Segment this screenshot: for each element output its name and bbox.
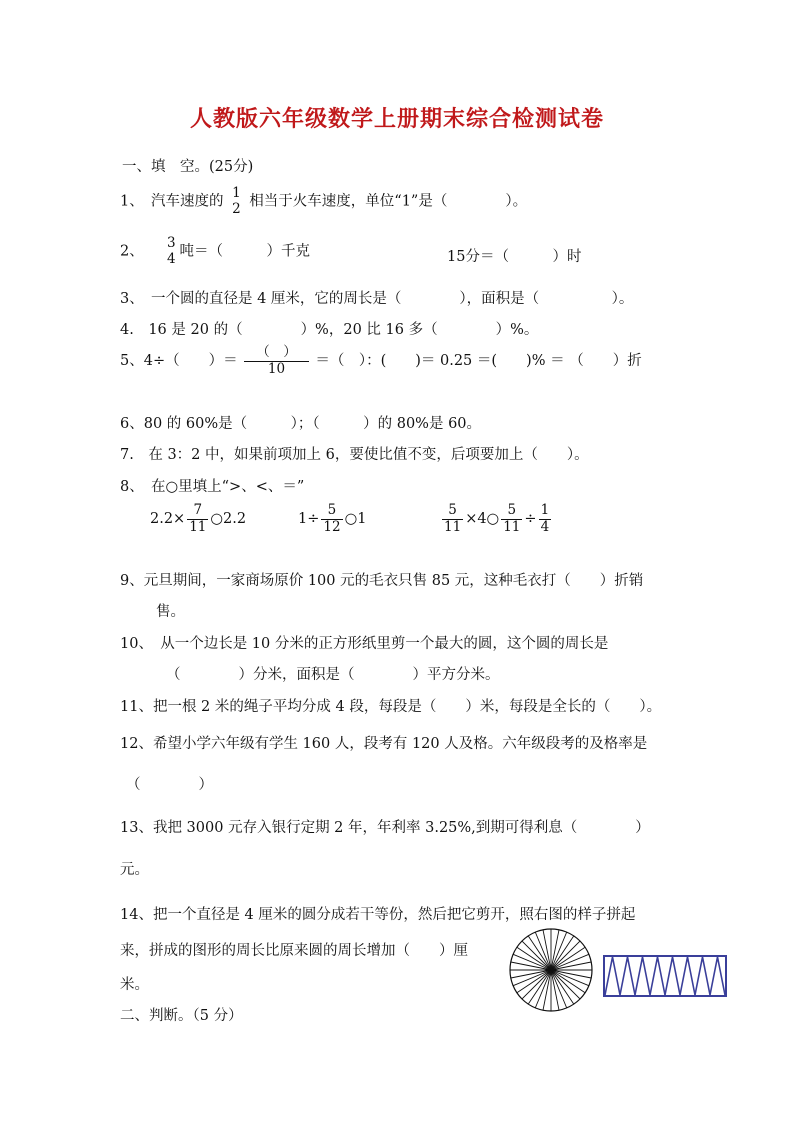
question-2 [120,236,310,267]
circle-sector-line [551,941,580,970]
circle-sector-line [551,970,580,999]
question-14-line-2: 来，拼成的图形的周长比原来圆的周长增加（ ）厘 [120,943,468,959]
question-10-line-1: 10、 从一个边长是 10 分米的正方形纸里剪一个最大的圆，这个圆的周长是 [120,636,609,652]
section1-heading: 一、填 空。(25分) [122,159,254,175]
circle-sector-line [522,970,551,999]
question-13-line-1: 13、我把 3000 元存入银行定期 2 年，年利率 3.25%,到期可得利息（ ） [120,820,650,836]
q8-expression-2: 1÷ $\frac{5}{12}$ ○1 [298,502,367,535]
question-12-line-2: （ ） [126,777,213,793]
q1-pre: 1、 汽车速度的 [120,193,224,210]
question-9-line-1: 9、元旦期间，一家商场原价 100 元的毛衣只售 85 元，这种毛衣打（ ）折销 [120,573,644,589]
question-3: 3、 一个圆的直径是 4 厘米，它的周长是（ ），面积是（ ）。 [120,291,634,307]
divided-circle-figure [506,925,596,1015]
q5-post: ＝（ ）：( )＝ 0.25 ＝( )% ＝ （ ）折 [315,353,642,370]
q2-fraction: 3 4 [166,235,176,267]
question-13-line-2: 元。 [120,862,149,878]
page-title: 人教版六年级数学上册期末综合检测试卷 [189,106,604,132]
q8-expression-3: $\frac{5}{11}$ ×4○ $\frac{5}{11}$ ÷ $\frac{1}{4}$ [444,502,550,535]
question-12-line-1: 12、希望小学六年级有学生 160 人，段考有 120 人及格。六年级段考的及格率是 [120,736,648,752]
circle-sector-line [522,941,551,970]
question-14-line-1: 14、把一个直径是 4 厘米的圆分成若干等份，然后把它剪开，照右图的样子拼起 [120,907,636,923]
q2-part-a: 吨＝（ ）千克 [179,243,311,260]
q5-fraction: $\frac{( )}{10}$ [244,345,309,377]
question-10-line-2: （ ）分米，面积是（ ）平方分米。 [166,667,500,683]
question-14-line-3: 米。 [120,977,149,993]
question-7: 7. 在 3：2 中，如果前项加上 6，要使比值不变，后项要加上（ ）。 [120,447,589,463]
question-8: 8、 在○里填上“>、<、＝” [120,479,305,495]
question-6: 6、80 的 60%是（ ）；（ ）的 80%是 60。 [120,416,482,432]
question-1 [120,186,527,217]
question-4: 4. 16 是 20 的（ ）%，20 比 16 多（ ）%。 [120,322,539,338]
question-9-line-2: 售。 [156,604,185,620]
q8-expression-1: 2.2× $\frac{7}{11}$ ○2.2 [150,502,247,535]
q5-pre: 5、4÷（ ）＝ [120,353,238,370]
question-11: 11、把一根 2 米的绳子平均分成 4 段，每段是（ ）米，每段是全长的（ ）。 [120,699,662,715]
q2-part-b: 15分＝（ ）时 [447,249,582,265]
q1-fraction: 1 2 [232,185,241,217]
q1-post: 相当于火车速度，单位“1”是（ ）。 [249,193,528,210]
rearranged-strip-figure [603,955,727,997]
question-5 [120,345,642,377]
q2-num: 2、 [120,243,144,260]
section2-heading: 二、判断。（5 分） [120,1008,243,1024]
